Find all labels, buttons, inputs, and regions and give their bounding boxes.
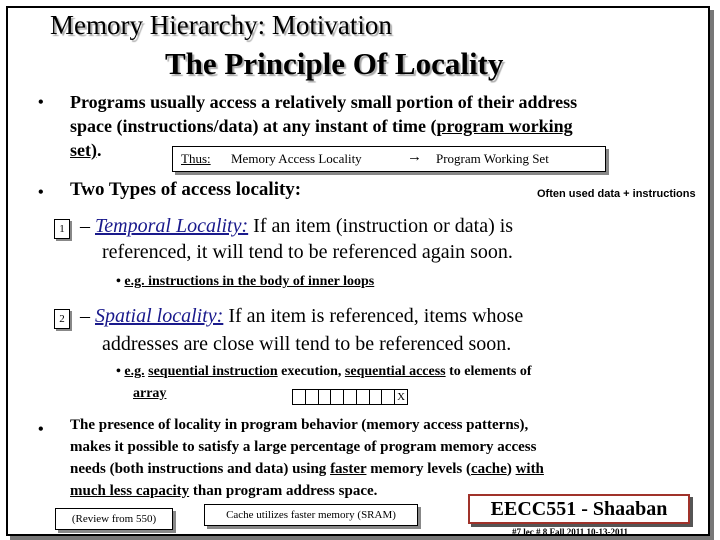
number-badge-1: 1	[54, 219, 70, 239]
spatial-example-array: array	[133, 386, 167, 401]
para-3-line-4: much less capacity than program address space.	[70, 483, 378, 499]
array-cell	[319, 390, 332, 404]
para-1-line-1: Programs usually access a relatively small portion of their address	[70, 92, 578, 112]
para-1-line-3: set).	[70, 140, 102, 160]
arrow-icon: →	[407, 149, 422, 165]
bullet-1: •	[38, 94, 44, 111]
working-set-box	[172, 146, 606, 172]
para-3-line-2: makes it possible to satisfy a large percentage of program memory access	[70, 439, 537, 455]
array-cell: X	[397, 391, 406, 403]
bullet-3: •	[38, 421, 44, 438]
temporal-example: • e.g. instructions in the body of inner loops	[116, 274, 375, 289]
para-3-line-3: needs (both instructions and data) using faster memory levels (cache) with	[70, 461, 544, 477]
slide-title: The Principle Of Locality	[165, 46, 504, 81]
review-note: (Review from 550)	[55, 508, 173, 530]
slide-footer: #7 lec # 8 Fall 2011 10-13-2011	[512, 527, 628, 537]
spatial-example: • e.g. sequential instruction execution, sequential access to elements of	[116, 364, 532, 379]
spatial-line-2: addresses are close will tend to be referenced soon.	[102, 333, 512, 355]
spatial-heading: Spatial locality:	[95, 305, 224, 327]
program-working-set: Program Working Set	[436, 151, 549, 166]
array-diagram	[292, 389, 408, 405]
often-used-note: Often used data + instructions	[537, 188, 696, 200]
array-cell	[293, 390, 306, 404]
temporal-line-1: – Temporal Locality: If an item (instruction or data) is	[80, 215, 514, 237]
slide-subtitle: Memory Hierarchy: Motivation	[50, 10, 392, 40]
array-cell	[382, 390, 395, 404]
array-cell	[306, 390, 319, 404]
para-2: Two Types of access locality:	[70, 179, 302, 200]
para-1-line-2: space (instructions/data) at any instant of time (program working	[70, 116, 573, 136]
array-cell	[331, 390, 344, 404]
temporal-heading: Temporal Locality:	[95, 215, 249, 237]
course-badge: EECC551 - Shaaban	[468, 494, 690, 524]
bullet-2: •	[38, 184, 44, 201]
number-badge-2: 2	[54, 309, 70, 329]
para-3-line-1: The presence of locality in program behavior (memory access patterns),	[70, 417, 529, 433]
array-cell	[357, 390, 370, 404]
memory-access-locality: Memory Access Locality	[231, 151, 362, 166]
thus-label: Thus:	[181, 151, 211, 166]
spatial-line-1: – Spatial locality: If an item is referenced, items whose	[80, 305, 524, 327]
temporal-line-2: referenced, it will tend to be referenced again soon.	[102, 241, 513, 263]
array-cell	[370, 390, 383, 404]
cache-note: Cache utilizes faster memory (SRAM)	[204, 504, 418, 526]
array-cell	[344, 390, 357, 404]
